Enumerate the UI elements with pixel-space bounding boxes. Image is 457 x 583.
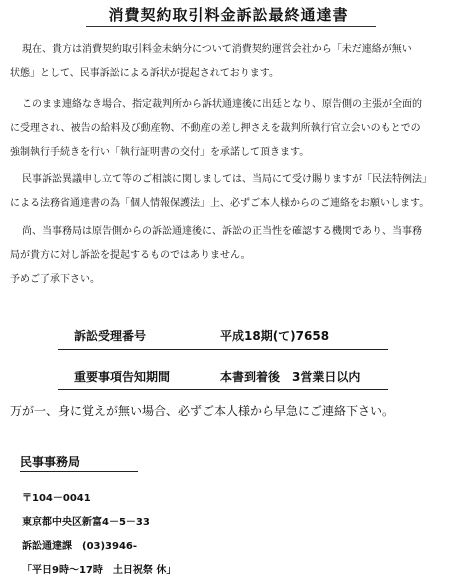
case-number-rule xyxy=(58,349,388,350)
body-line: に受理され、被告の給料及び動産物、不動産の差し押さえを裁判所執行官立会いのもとでの xyxy=(10,123,421,134)
office-address: 東京都中央区新富4－5－33 xyxy=(22,517,150,528)
document-title: 消費契約取引料金訴訟最終通達書 xyxy=(108,6,349,24)
case-number-value: 平成18期(て)7658 xyxy=(220,329,330,343)
title-underline xyxy=(86,26,376,27)
contact-notice: 万が一、身に覚えが無い場合、必ずご本人様から早急にご連絡下さい。 xyxy=(10,404,395,418)
body-line: 強制執行手続きを行い「執行証明書の交付」を承諾して頂きます。 xyxy=(10,147,310,158)
case-number-row xyxy=(74,327,330,344)
body-line: 尚、当事務局は原告側からの訴訟通達後に、訴訟の正当性を確認する機関であり、当事務 xyxy=(22,226,422,237)
deadline-value: 本書到着後 3営業日以内 xyxy=(220,370,361,384)
office-underline xyxy=(20,471,138,472)
body-line: 民事訴訟異議申し立て等のご相談に関しましては、当局にて受け賜りますが「民法特例法」 xyxy=(22,174,432,185)
office-postal-code: 〒104－0041 xyxy=(22,493,91,504)
body-line: 状態」として、民事訴訟による訴状が提起されております。 xyxy=(10,68,279,79)
office-name: 民事事務局 xyxy=(20,455,81,469)
office-phone: 訴訟通達課 (03)3946- xyxy=(22,541,138,552)
deadline-label: 重要事項告知期間 xyxy=(74,370,171,384)
office-hours: 「平日9時～17時 土日祝祭 休」 xyxy=(22,565,177,576)
deadline-rule xyxy=(58,389,388,390)
deadline-row xyxy=(74,368,361,385)
body-line: このまま連絡なき場合、指定裁判所から訴状通達後に出廷となり、原告側の主張が全面的 xyxy=(22,99,422,110)
body-line: 現在、貴方は消費契約取引料金未納分について消費契約運営会社から「未だ連絡が無い xyxy=(22,44,412,55)
body-line: による法務省通達書の為「個人情報保護法」上、必ずご本人様からのご連絡をお願いします。 xyxy=(10,198,430,209)
body-line: 局が貴方に対し訴訟を提起するものではありません。 xyxy=(10,250,251,261)
case-number-label: 訴訟受理番号 xyxy=(74,329,147,343)
body-line: 予めご了承下さい。 xyxy=(10,274,100,285)
